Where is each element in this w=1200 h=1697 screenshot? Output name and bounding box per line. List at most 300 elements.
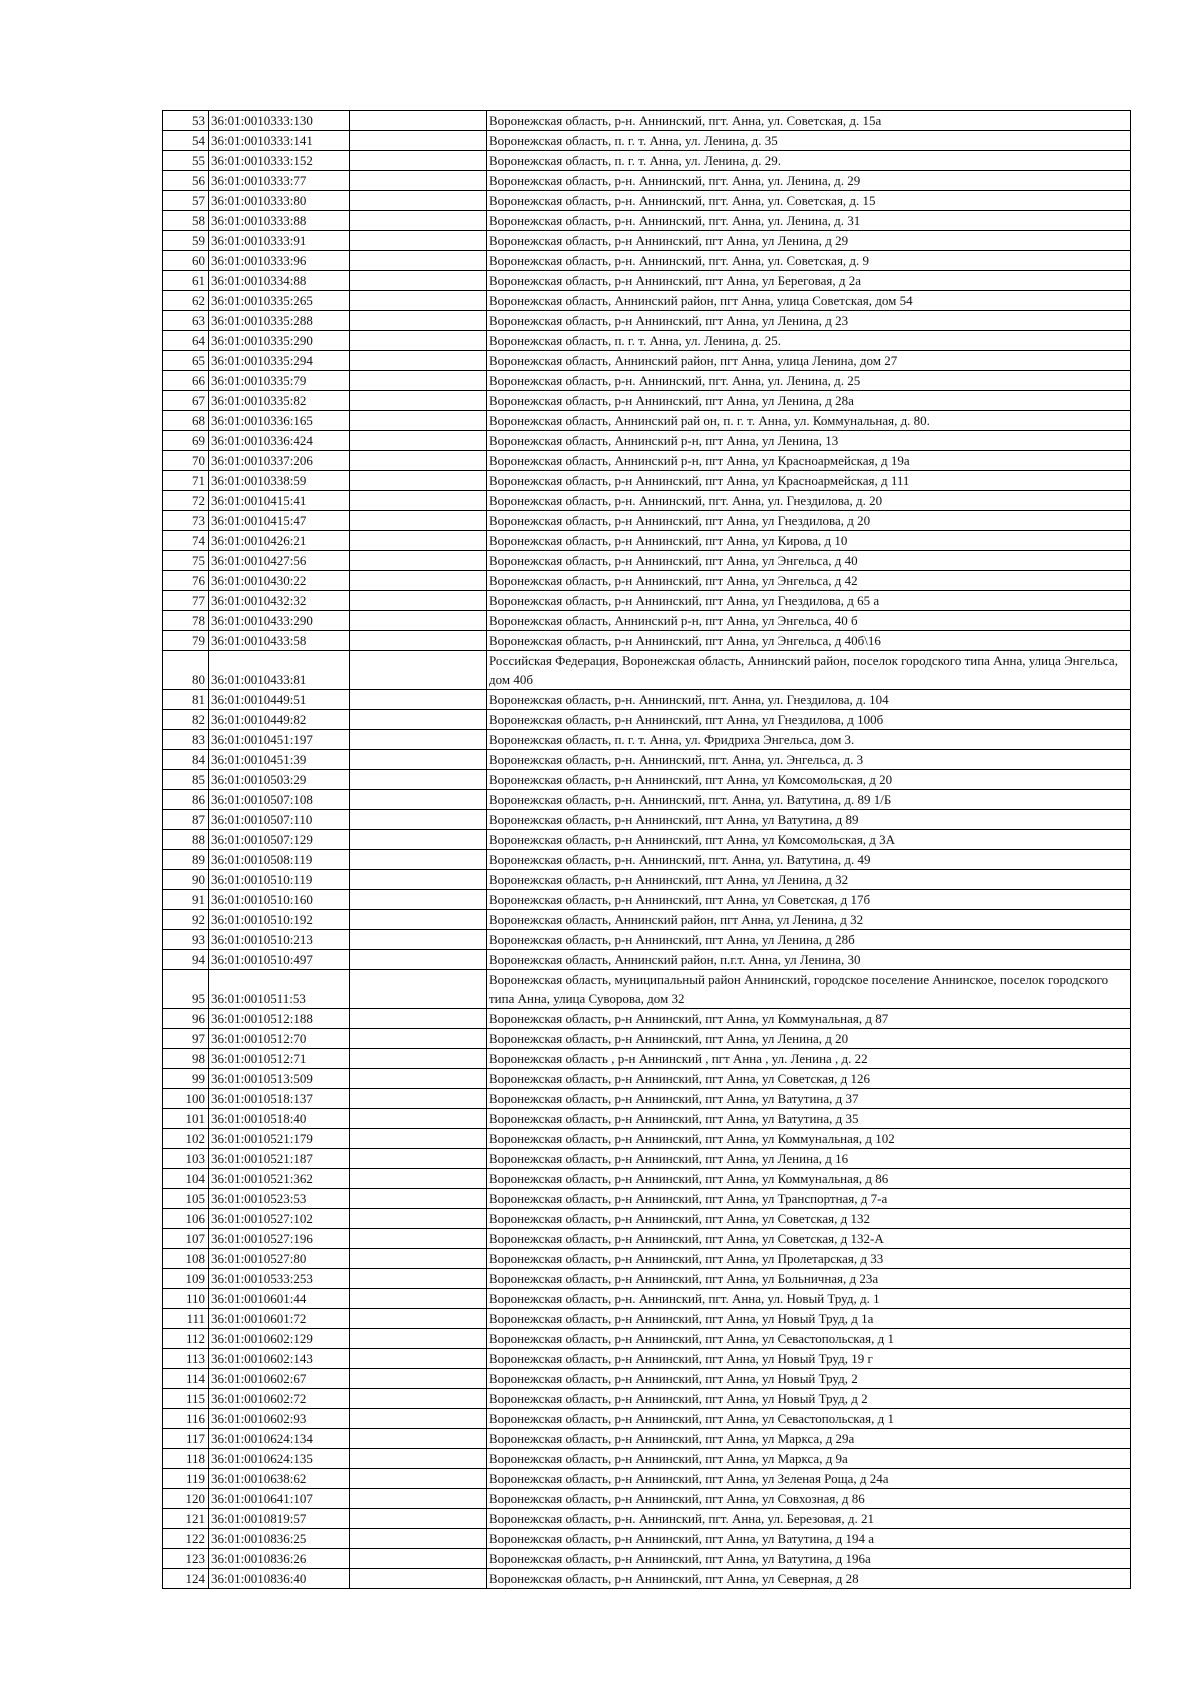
row-number: 84 (163, 750, 209, 770)
table-row (163, 890, 1131, 910)
row-number: 87 (163, 810, 209, 830)
cadastral-number: 36:01:0010507:129 (209, 830, 350, 850)
table-row (163, 531, 1131, 551)
cadastral-number: 36:01:0010819:57 (209, 1509, 350, 1529)
table-row (163, 1389, 1131, 1409)
cadastral-number: 36:01:0010451:197 (209, 730, 350, 750)
empty-cell (350, 231, 487, 251)
table-row (163, 1269, 1131, 1289)
row-number: 93 (163, 930, 209, 950)
row-number: 103 (163, 1149, 209, 1169)
cadastral-number: 36:01:0010527:102 (209, 1209, 350, 1229)
address: Воронежская область, муниципальный район Аннинский, городское поселение Аннинское, поселок городского типа Анна, улица Суворова, дом 32 (487, 970, 1131, 1009)
address: Воронежская область, р-н Аннинский, пгт Анна, ул Севастопольская, д 1 (487, 1409, 1131, 1429)
table-row (163, 391, 1131, 411)
table-row (163, 1349, 1131, 1369)
row-number: 123 (163, 1549, 209, 1569)
empty-cell (350, 1029, 487, 1049)
table-row (163, 571, 1131, 591)
table-row (163, 1449, 1131, 1469)
table-row (163, 1409, 1131, 1429)
table-row (163, 351, 1131, 371)
address: Воронежская область, р-н Аннинский, пгт Анна, ул Ленина, д 32 (487, 870, 1131, 890)
row-number: 73 (163, 511, 209, 531)
table-row (163, 1569, 1131, 1589)
row-number: 106 (163, 1209, 209, 1229)
address: Воронежская область, р-н Аннинский, пгт Анна, ул Совхозная, д 86 (487, 1489, 1131, 1509)
address: Воронежская область, п. г. т. Анна, ул. Фридриха Энгельса, дом 3. (487, 730, 1131, 750)
row-number: 89 (163, 850, 209, 870)
cadastral-number: 36:01:0010510:160 (209, 890, 350, 910)
cadastral-number: 36:01:0010333:130 (209, 111, 350, 131)
row-number: 99 (163, 1069, 209, 1089)
cadastral-number: 36:01:0010333:96 (209, 251, 350, 271)
empty-cell (350, 1149, 487, 1169)
address: Воронежская область, р-н Аннинский, пгт Анна, ул Красноармейская, д 111 (487, 471, 1131, 491)
address: Воронежская область, р-н. Аннинский, пгт. Анна, ул. Новый Труд, д. 1 (487, 1289, 1131, 1309)
cadastral-number: 36:01:0010624:135 (209, 1449, 350, 1469)
row-number: 69 (163, 431, 209, 451)
empty-cell (350, 1349, 487, 1369)
address: Воронежская область, р-н Аннинский, пгт Анна, ул Энгельса, д 42 (487, 571, 1131, 591)
cadastral-number: 36:01:0010518:40 (209, 1109, 350, 1129)
row-number: 85 (163, 770, 209, 790)
empty-cell (350, 1109, 487, 1129)
table-row (163, 1209, 1131, 1229)
row-number: 117 (163, 1429, 209, 1449)
address: Воронежская область, р-н Аннинский, пгт Анна, ул Ленина, д 20 (487, 1029, 1131, 1049)
cadastral-number: 36:01:0010513:509 (209, 1069, 350, 1089)
empty-cell (350, 251, 487, 271)
empty-cell (350, 631, 487, 651)
table-row (163, 1549, 1131, 1569)
address: Воронежская область, р-н Аннинский, пгт Анна, ул Гнездилова, д 20 (487, 511, 1131, 531)
address: Воронежская область, р-н Аннинский, пгт Анна, ул Гнездилова, д 100б (487, 710, 1131, 730)
empty-cell (350, 830, 487, 850)
row-number: 107 (163, 1229, 209, 1249)
empty-cell (350, 1289, 487, 1309)
cadastral-number: 36:01:0010527:196 (209, 1229, 350, 1249)
table-row (163, 171, 1131, 191)
empty-cell (350, 351, 487, 371)
table-row (163, 231, 1131, 251)
address: Воронежская область, р-н. Аннинский, пгт. Анна, ул. Ватутина, д. 49 (487, 850, 1131, 870)
row-number: 121 (163, 1509, 209, 1529)
cadastral-number: 36:01:0010433:81 (209, 651, 350, 690)
table-row (163, 770, 1131, 790)
empty-cell (350, 511, 487, 531)
cadastral-number: 36:01:0010333:91 (209, 231, 350, 251)
cadastral-number: 36:01:0010333:152 (209, 151, 350, 171)
address: Воронежская область, р-н Аннинский, пгт Анна, ул Новый Труд, д 1а (487, 1309, 1131, 1329)
row-number: 102 (163, 1129, 209, 1149)
table-row (163, 1509, 1131, 1529)
empty-cell (350, 271, 487, 291)
row-number: 101 (163, 1109, 209, 1129)
row-number: 116 (163, 1409, 209, 1429)
address: Воронежская область, р-н Аннинский, пгт Анна, ул Советская, д 17б (487, 890, 1131, 910)
address: Воронежская область, р-н Аннинский, пгт Анна, ул Гнездилова, д 65 а (487, 591, 1131, 611)
table-row (163, 950, 1131, 970)
cadastral-number: 36:01:0010336:424 (209, 431, 350, 451)
cadastral-number: 36:01:0010415:47 (209, 511, 350, 531)
address: Воронежская область, р-н Аннинский, пгт Анна, ул Ленина, д 28б (487, 930, 1131, 950)
table-row (163, 131, 1131, 151)
empty-cell (350, 331, 487, 351)
empty-cell (350, 1009, 487, 1029)
cadastral-number: 36:01:0010836:25 (209, 1529, 350, 1549)
address: Воронежская область, Аннинский рай он, п. г. т. Анна, ул. Коммунальная, д. 80. (487, 411, 1131, 431)
address: Воронежская область, р-н. Аннинский, пгт. Анна, ул. Советская, д. 9 (487, 251, 1131, 271)
cadastral-number: 36:01:0010335:294 (209, 351, 350, 371)
address: Воронежская область, р-н Аннинский, пгт Анна, ул Транспортная, д 7-а (487, 1189, 1131, 1209)
address: Воронежская область, р-н Аннинский, пгт Анна, ул Береговая, д 2а (487, 271, 1131, 291)
row-number: 110 (163, 1289, 209, 1309)
row-number: 95 (163, 970, 209, 1009)
cadastral-number: 36:01:0010503:29 (209, 770, 350, 790)
address: Воронежская область, р-н Аннинский, пгт Анна, ул Ленина, д 29 (487, 231, 1131, 251)
cadastral-number: 36:01:0010335:82 (209, 391, 350, 411)
empty-cell (350, 1389, 487, 1409)
table-row (163, 710, 1131, 730)
empty-cell (350, 1569, 487, 1589)
cadastral-number: 36:01:0010415:41 (209, 491, 350, 511)
row-number: 53 (163, 111, 209, 131)
row-number: 112 (163, 1329, 209, 1349)
table-row (163, 251, 1131, 271)
row-number: 75 (163, 551, 209, 571)
table-row (163, 151, 1131, 171)
address: Воронежская область, р-н Аннинский, пгт Анна, ул Советская, д 132-А (487, 1229, 1131, 1249)
cadastral-number: 36:01:0010335:79 (209, 371, 350, 391)
address: Воронежская область, Аннинский район, п.г.т. Анна, ул Ленина, 30 (487, 950, 1131, 970)
row-number: 78 (163, 611, 209, 631)
cadastral-number: 36:01:0010641:107 (209, 1489, 350, 1509)
address: Воронежская область, р-н Аннинский, пгт Анна, ул Ватутина, д 37 (487, 1089, 1131, 1109)
address: Воронежская область, Аннинский р-н, пгт Анна, ул Ленина, 13 (487, 431, 1131, 451)
empty-cell (350, 710, 487, 730)
row-number: 60 (163, 251, 209, 271)
table-row (163, 750, 1131, 770)
row-number: 59 (163, 231, 209, 251)
table-row (163, 1129, 1131, 1149)
cadastral-number: 36:01:0010511:53 (209, 970, 350, 1009)
row-number: 66 (163, 371, 209, 391)
empty-cell (350, 371, 487, 391)
row-number: 97 (163, 1029, 209, 1049)
row-number: 109 (163, 1269, 209, 1289)
row-number: 105 (163, 1189, 209, 1209)
row-number: 104 (163, 1169, 209, 1189)
row-number: 81 (163, 690, 209, 710)
cadastral-number: 36:01:0010508:119 (209, 850, 350, 870)
row-number: 88 (163, 830, 209, 850)
table-row (163, 1009, 1131, 1029)
empty-cell (350, 950, 487, 970)
table-row (163, 1089, 1131, 1109)
cadastral-number: 36:01:0010427:56 (209, 551, 350, 571)
row-number: 56 (163, 171, 209, 191)
cadastral-number: 36:01:0010433:58 (209, 631, 350, 651)
cadastral-number: 36:01:0010510:119 (209, 870, 350, 890)
table-row (163, 1369, 1131, 1389)
empty-cell (350, 1089, 487, 1109)
cadastral-number: 36:01:0010507:110 (209, 810, 350, 830)
row-number: 96 (163, 1009, 209, 1029)
table-row (163, 511, 1131, 531)
table-row (163, 1149, 1131, 1169)
empty-cell (350, 1129, 487, 1149)
address: Воронежская область, п. г. т. Анна, ул. Ленина, д. 35 (487, 131, 1131, 151)
empty-cell (350, 651, 487, 690)
cadastral-number: 36:01:0010335:288 (209, 311, 350, 331)
table-row (163, 1249, 1131, 1269)
table-row (163, 1489, 1131, 1509)
table-row (163, 970, 1131, 1009)
address: Воронежская область, р-н Аннинский, пгт Анна, ул Больничная, д 23а (487, 1269, 1131, 1289)
address: Воронежская область, р-н Аннинский, пгт Анна, ул Коммунальная, д 87 (487, 1009, 1131, 1029)
row-number: 63 (163, 311, 209, 331)
cadastral-number: 36:01:0010333:88 (209, 211, 350, 231)
table-row (163, 1309, 1131, 1329)
empty-cell (350, 411, 487, 431)
row-number: 124 (163, 1569, 209, 1589)
address: Воронежская область, р-н. Аннинский, пгт. Анна, ул. Гнездилова, д. 104 (487, 690, 1131, 710)
empty-cell (350, 1529, 487, 1549)
empty-cell (350, 571, 487, 591)
empty-cell (350, 491, 487, 511)
table-row (163, 1109, 1131, 1129)
empty-cell (350, 391, 487, 411)
table-row (163, 271, 1131, 291)
table-row (163, 1029, 1131, 1049)
cadastral-number: 36:01:0010602:143 (209, 1349, 350, 1369)
empty-cell (350, 471, 487, 491)
table-row (163, 471, 1131, 491)
row-number: 70 (163, 451, 209, 471)
table-row (163, 1329, 1131, 1349)
empty-cell (350, 111, 487, 131)
empty-cell (350, 730, 487, 750)
address: Воронежская область, р-н Аннинский, пгт Анна, ул Зеленая Роща, д 24а (487, 1469, 1131, 1489)
row-number: 92 (163, 910, 209, 930)
cadastral-number: 36:01:0010512:70 (209, 1029, 350, 1049)
address: Воронежская область, р-н Аннинский, пгт Анна, ул Маркса, д 9а (487, 1449, 1131, 1469)
address: Воронежская область, р-н Аннинский, пгт Анна, ул Ватутина, д 89 (487, 810, 1131, 830)
empty-cell (350, 890, 487, 910)
empty-cell (350, 1369, 487, 1389)
cadastral-number: 36:01:0010334:88 (209, 271, 350, 291)
row-number: 122 (163, 1529, 209, 1549)
empty-cell (350, 431, 487, 451)
table-row (163, 830, 1131, 850)
cadastral-number: 36:01:0010518:137 (209, 1089, 350, 1109)
row-number: 111 (163, 1309, 209, 1329)
address: Воронежская область, р-н Аннинский, пгт Анна, ул Севастопольская, д 1 (487, 1329, 1131, 1349)
row-number: 115 (163, 1389, 209, 1409)
empty-cell (350, 451, 487, 471)
row-number: 86 (163, 790, 209, 810)
row-number: 76 (163, 571, 209, 591)
cadastral-number: 36:01:0010510:192 (209, 910, 350, 930)
table-row (163, 191, 1131, 211)
address: Воронежская область, Аннинский р-н, пгт Анна, ул Красноармейская, д 19а (487, 451, 1131, 471)
address: Российская Федерация, Воронежская область, Аннинский район, поселок городского типа Анна, улица Энгельса, дом 40б (487, 651, 1131, 690)
table-row (163, 631, 1131, 651)
cadastral-number: 36:01:0010512:71 (209, 1049, 350, 1069)
address: Воронежская область, р-н Аннинский, пгт Анна, ул Новый Труд, д 2 (487, 1389, 1131, 1409)
cadastral-number: 36:01:0010333:141 (209, 131, 350, 151)
cadastral-number: 36:01:0010333:80 (209, 191, 350, 211)
table-row (163, 930, 1131, 950)
cadastral-number: 36:01:0010836:26 (209, 1549, 350, 1569)
empty-cell (350, 750, 487, 770)
row-number: 71 (163, 471, 209, 491)
row-number: 98 (163, 1049, 209, 1069)
row-number: 82 (163, 710, 209, 730)
cadastral-number: 36:01:0010449:82 (209, 710, 350, 730)
empty-cell (350, 171, 487, 191)
table-row (163, 1069, 1131, 1089)
address: Воронежская область, р-н Аннинский, пгт Анна, ул Коммунальная, д 86 (487, 1169, 1131, 1189)
cadastral-number: 36:01:0010338:59 (209, 471, 350, 491)
address: Воронежская область, р-н Аннинский, пгт Анна, ул Ватутина, д 194 а (487, 1529, 1131, 1549)
cadastral-number: 36:01:0010430:22 (209, 571, 350, 591)
cadastral-number: 36:01:0010336:165 (209, 411, 350, 431)
cadastral-number: 36:01:0010836:40 (209, 1569, 350, 1589)
row-number: 91 (163, 890, 209, 910)
empty-cell (350, 850, 487, 870)
cadastral-number: 36:01:0010507:108 (209, 790, 350, 810)
empty-cell (350, 1409, 487, 1429)
address: Воронежская область, р-н. Аннинский, пгт. Анна, ул. Ленина, д. 25 (487, 371, 1131, 391)
empty-cell (350, 790, 487, 810)
table-row (163, 1469, 1131, 1489)
empty-cell (350, 1209, 487, 1229)
address: Воронежская область, р-н Аннинский, пгт Анна, ул Ленина, д 28а (487, 391, 1131, 411)
row-number: 113 (163, 1349, 209, 1369)
row-number: 120 (163, 1489, 209, 1509)
address: Воронежская область, р-н Аннинский, пгт Анна, ул Советская, д 132 (487, 1209, 1131, 1229)
empty-cell (350, 611, 487, 631)
table-row (163, 1529, 1131, 1549)
empty-cell (350, 591, 487, 611)
cadastral-number: 36:01:0010426:21 (209, 531, 350, 551)
empty-cell (350, 1069, 487, 1089)
cadastral-number: 36:01:0010602:67 (209, 1369, 350, 1389)
empty-cell (350, 1189, 487, 1209)
table-row (163, 411, 1131, 431)
empty-cell (350, 930, 487, 950)
cadastral-number: 36:01:0010433:290 (209, 611, 350, 631)
empty-cell (350, 1229, 487, 1249)
cadastral-number: 36:01:0010333:77 (209, 171, 350, 191)
address: Воронежская область, п. г. т. Анна, ул. Ленина, д. 29. (487, 151, 1131, 171)
address: Воронежская область, р-н Аннинский, пгт Анна, ул Северная, д 28 (487, 1569, 1131, 1589)
row-number: 64 (163, 331, 209, 351)
cadastral-number: 36:01:0010335:290 (209, 331, 350, 351)
table-row (163, 611, 1131, 631)
row-number: 119 (163, 1469, 209, 1489)
row-number: 61 (163, 271, 209, 291)
address: Воронежская область, р-н. Аннинский, пгт. Анна, ул. Березовая, д. 21 (487, 1509, 1131, 1529)
empty-cell (350, 211, 487, 231)
cadastral-number: 36:01:0010449:51 (209, 690, 350, 710)
row-number: 77 (163, 591, 209, 611)
empty-cell (350, 1469, 487, 1489)
address: Воронежская область, р-н Аннинский, пгт Анна, ул Ленина, д 16 (487, 1149, 1131, 1169)
table-row (163, 810, 1131, 830)
property-table (162, 110, 1131, 1589)
table-row (163, 1049, 1131, 1069)
table-row (163, 1169, 1131, 1189)
address: Воронежская область, Аннинский р-н, пгт Анна, ул Энгельса, 40 б (487, 611, 1131, 631)
address: Воронежская область, р-н. Аннинский, пгт. Анна, ул. Советская, д. 15а (487, 111, 1131, 131)
cadastral-number: 36:01:0010602:93 (209, 1409, 350, 1429)
row-number: 68 (163, 411, 209, 431)
empty-cell (350, 531, 487, 551)
cadastral-number: 36:01:0010523:53 (209, 1189, 350, 1209)
row-number: 67 (163, 391, 209, 411)
table-row (163, 451, 1131, 471)
empty-cell (350, 151, 487, 171)
row-number: 65 (163, 351, 209, 371)
cadastral-number: 36:01:0010638:62 (209, 1469, 350, 1489)
row-number: 90 (163, 870, 209, 890)
address: Воронежская область, р-н Аннинский, пгт Анна, ул Ленина, д 23 (487, 311, 1131, 331)
row-number: 62 (163, 291, 209, 311)
address: Воронежская область, р-н Аннинский, пгт Анна, ул Маркса, д 29а (487, 1429, 1131, 1449)
empty-cell (350, 970, 487, 1009)
row-number: 74 (163, 531, 209, 551)
cadastral-number: 36:01:0010521:179 (209, 1129, 350, 1149)
row-number: 94 (163, 950, 209, 970)
table-row (163, 551, 1131, 571)
empty-cell (350, 1169, 487, 1189)
empty-cell (350, 1429, 487, 1449)
address: Воронежская область, р-н. Аннинский, пгт. Анна, ул. Гнездилова, д. 20 (487, 491, 1131, 511)
table-row (163, 291, 1131, 311)
property-list-sheet (162, 110, 1131, 1589)
address: Воронежская область, р-н. Аннинский, пгт. Анна, ул. Ватутина, д. 89 1/Б (487, 790, 1131, 810)
empty-cell (350, 870, 487, 890)
empty-cell (350, 1449, 487, 1469)
row-number: 58 (163, 211, 209, 231)
empty-cell (350, 1049, 487, 1069)
empty-cell (350, 1309, 487, 1329)
cadastral-number: 36:01:0010451:39 (209, 750, 350, 770)
address: Воронежская область, р-н Аннинский, пгт Анна, ул Энгельса, д 40б\16 (487, 631, 1131, 651)
address: Воронежская область, р-н Аннинский, пгт Анна, ул Новый Труд, 2 (487, 1369, 1131, 1389)
empty-cell (350, 1489, 487, 1509)
empty-cell (350, 1549, 487, 1569)
empty-cell (350, 191, 487, 211)
empty-cell (350, 770, 487, 790)
row-number: 72 (163, 491, 209, 511)
empty-cell (350, 1249, 487, 1269)
table-row (163, 1189, 1131, 1209)
cadastral-number: 36:01:0010624:134 (209, 1429, 350, 1449)
empty-cell (350, 1269, 487, 1289)
empty-cell (350, 690, 487, 710)
empty-cell (350, 551, 487, 571)
table-row (163, 730, 1131, 750)
table-row (163, 591, 1131, 611)
address: Воронежская область, р-н. Аннинский, пгт. Анна, ул. Энгельса, д. 3 (487, 750, 1131, 770)
row-number: 79 (163, 631, 209, 651)
table-row (163, 690, 1131, 710)
empty-cell (350, 1509, 487, 1529)
